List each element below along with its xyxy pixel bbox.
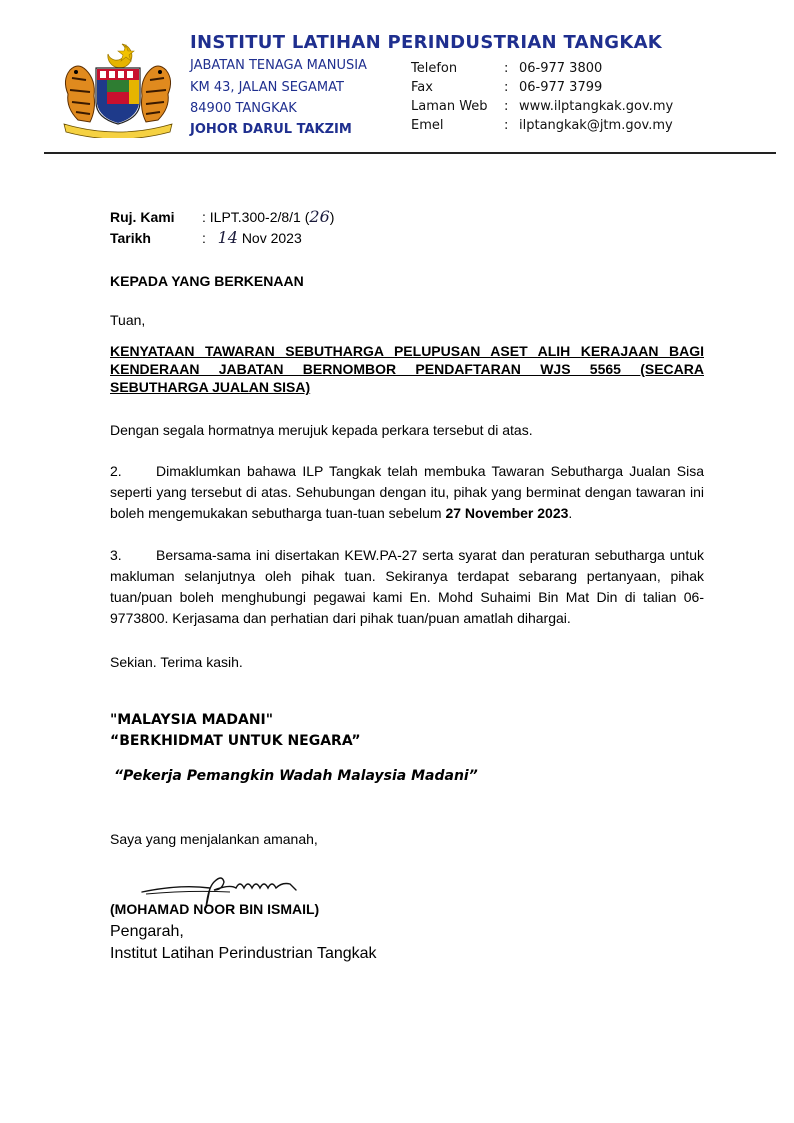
tarikh-handwritten: 14: [217, 228, 238, 247]
ruj-prefix: : ILPT.300-2/8/1 (: [202, 209, 310, 225]
address-line-1: JABATAN TENAGA MANUSIA: [190, 58, 367, 73]
address-line-2: KM 43, JALAN SEGAMAT: [190, 80, 344, 95]
paragraph-2: [110, 461, 704, 524]
subject-heading: KENYATAAN TAWARAN SEBUTHARGA PELUPUSAN ASET ALIH KERAJAAN BAGI KENDERAAN JABATAN BERNOMBOR PENDAFTARAN WJS 5565 (SECARA SEBUTHARGA JUALAN SISA): [110, 343, 704, 395]
deadline-date: 27 November 2023: [445, 505, 569, 521]
paragraph-3: [110, 545, 704, 629]
tarikh-colon: :: [202, 230, 206, 246]
contact-label: Fax: [411, 80, 433, 95]
reference-line: [110, 207, 334, 226]
signatory-title: Pengarah,: [110, 923, 184, 940]
contact-block: [411, 61, 673, 137]
address-line-4: JOHOR DARUL TAKZIM: [190, 122, 352, 137]
paragraph-2-end: .: [568, 505, 573, 521]
contact-value: ilptangkak@jtm.gov.my: [519, 118, 673, 133]
coat-of-arms-icon: [56, 40, 180, 138]
recipient: KEPADA YANG BERKENAAN: [110, 273, 304, 289]
contact-value: 06-977 3799: [519, 80, 603, 95]
tarikh-label: Tarikh: [110, 230, 151, 246]
tarikh-rest: Nov 2023: [241, 230, 302, 246]
contact-row-phone: Telefon : 06-977 3800: [411, 61, 603, 76]
slogan-madani: "MALAYSIA MADANI": [110, 712, 274, 728]
salutation: Tuan,: [110, 312, 146, 328]
paragraph-2-text: Dimaklumkan bahawa ILP Tangkak telah membuka Tawaran Sebutharga Jualan Sisa seperti yang tersebut di atas. Sehubungan dengan itu, pihak yang berminat dengan tawaran ini boleh mengemukakan sebutharga tuan-tuan sebelum: [110, 463, 704, 521]
signatory-organization: Institut Latihan Perindustrian Tangkak: [110, 945, 377, 962]
date-line: [110, 228, 302, 247]
ruj-label: Ruj. Kami: [110, 209, 175, 225]
address-line-3: 84900 TANGKAK: [190, 101, 297, 116]
contact-value: www.ilptangkak.gov.my: [519, 99, 674, 114]
contact-row-email: Emel : ilptangkak@jtm.gov.my: [411, 118, 673, 133]
letterhead-divider: [44, 152, 776, 154]
paragraph-number: 2.: [110, 463, 122, 479]
closing: Sekian. Terima kasih.: [110, 654, 243, 670]
paragraph-number: 3.: [110, 547, 122, 563]
contact-value: 06-977 3800: [519, 61, 603, 76]
contact-label: Telefon: [411, 61, 458, 76]
contact-row-web: Laman Web : www.ilptangkak.gov.my: [411, 99, 674, 114]
contact-row-fax: Fax : 06-977 3799: [411, 80, 603, 95]
contact-label: Emel: [411, 118, 444, 133]
paragraph-3-text: Bersama-sama ini disertakan KEW.PA-27 serta syarat dan peraturan sebutharga untuk makluman selanjutnya oleh pihak tuan. Sekiranya terdapat sebarang pertanyaan, pihak tuan/puan boleh menghubungi pegawai kami En. Mohd Suhaimi Bin Mat Din di talian 06-9773800. Kerjasama dan perhatian dari pihak tuan/puan amatlah dihargai.: [110, 547, 704, 626]
ruj-suffix: ): [329, 209, 335, 225]
paragraph-1: Dengan segala hormatnya merujuk kepada perkara tersebut di atas.: [110, 422, 533, 438]
contact-label: Laman Web: [411, 99, 488, 114]
slogan-berkhidmat: “BERKHIDMAT UNTUK NEGARA”: [110, 733, 361, 749]
signatory-name: (MOHAMAD NOOR BIN ISMAIL): [110, 901, 320, 917]
ruj-handwritten: 26: [309, 207, 330, 226]
institute-name: INSTITUT LATIHAN PERINDUSTRIAN TANGKAK: [190, 32, 663, 53]
motto: “Pekerja Pemangkin Wadah Malaysia Madani”: [114, 768, 478, 784]
trust-line: Saya yang menjalankan amanah,: [110, 831, 318, 847]
